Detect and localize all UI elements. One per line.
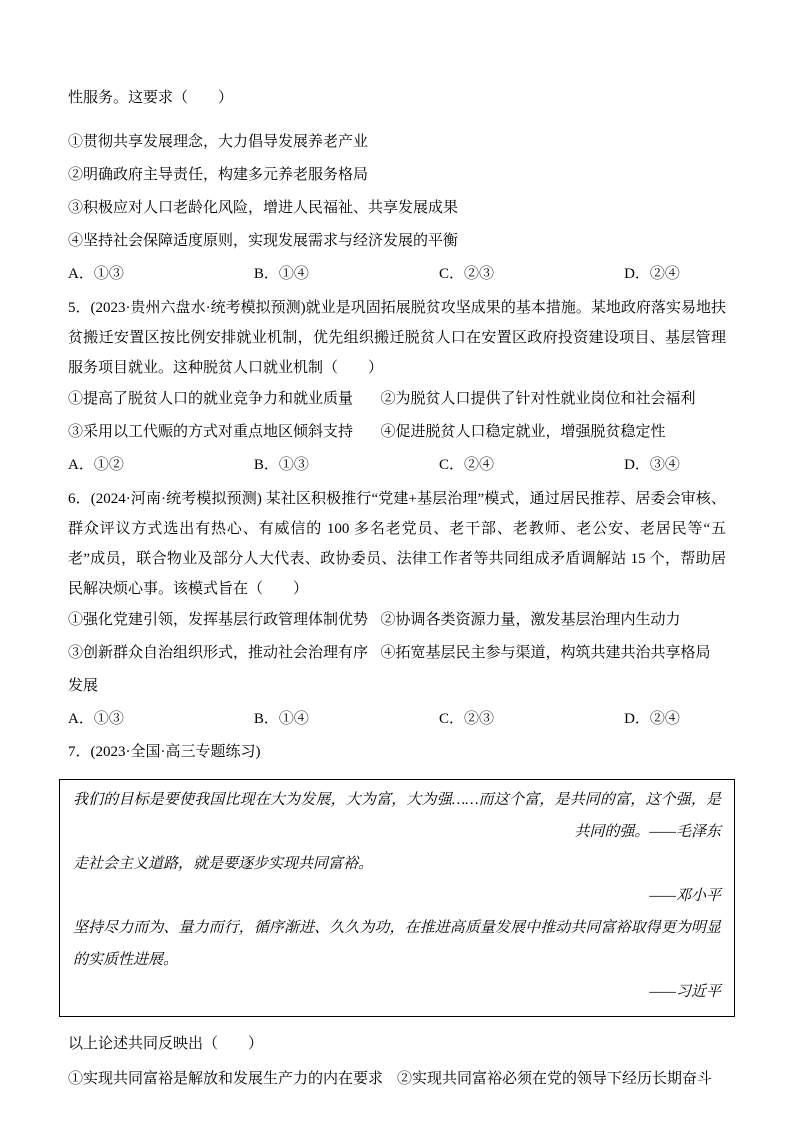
question-6-option-1: ①强化党建引领，发挥基层行政管理体制优势 bbox=[68, 612, 369, 628]
answer-choice-c: C．②④ bbox=[438, 457, 494, 473]
answer-choice-b: B．①③ bbox=[253, 457, 309, 473]
question-5-answer-choices bbox=[68, 449, 680, 482]
question-7-option-row-1 bbox=[68, 1063, 726, 1096]
question-4-option-3: ③积极应对人口老龄化风险，增进人民福祉、共享发展成果 bbox=[68, 200, 459, 216]
question-7-header: 7．(2023·全国·高三专题练习) bbox=[68, 744, 261, 760]
quote-xi-jinping-attribution: ——习近平 bbox=[649, 984, 721, 1000]
question-5-stem: 5．(2023·贵州六盘水·统考模拟预测)就业是巩固拓展脱贫攻坚成果的基本措施。某地政府落实易地扶贫搬迁安置区按比例安排就业机制，优先组织搬迁脱贫人口在安置区政府投资建设项目、基层管理服务项目就业。这种脱贫人口就业机制（ ） bbox=[68, 300, 726, 376]
question-4-option-4: ④坚持社会保障适度原则，实现发展需求与经济发展的平衡 bbox=[68, 233, 459, 249]
question-7-option-1: ①实现共同富裕是解放和发展生产力的内在要求 bbox=[68, 1071, 384, 1087]
question-6-option-2: ②协调各类资源力量，激发基层治理内生动力 bbox=[380, 612, 681, 628]
question-4 bbox=[68, 86, 726, 291]
question-6 bbox=[68, 484, 726, 736]
answer-choice-c: C．②③ bbox=[438, 266, 494, 282]
quote-box bbox=[59, 779, 735, 1017]
question-4-answer-choices bbox=[68, 258, 680, 291]
quote-mao-zedong: 我们的目标是要使我国比现在大为发展，大为富，大为强……而这个富，是共同的富，这个强，是共同的强。——毛泽东 bbox=[73, 792, 721, 840]
question-5-option-row-2 bbox=[68, 416, 726, 449]
answer-choice-d: D．②④ bbox=[624, 266, 680, 282]
answer-choice-a: A．①③ bbox=[68, 266, 124, 282]
question-6-stem: 6．(2024·河南·统考模拟预测) 某社区积极推行“党建+基层治理”模式，通过居民推荐、居委会审核、群众评议方式选出有热心、有威信的 100 多名老党员、老干部、老教师、老公安、老居民等“五老”成员，联合物业及部分人大代表、政协委员、法律工作者等共同组成矛盾调解站 15 个，帮助居民解决烦心事。该模式旨在（ ） bbox=[68, 491, 726, 597]
question-6-option-4: ④拓宽基层民主参与渠道，构筑共建共治共享格局 bbox=[380, 645, 711, 661]
question-4-option-2: ②明确政府主导责任，构建多元养老服务格局 bbox=[68, 167, 369, 183]
quote-xi-jinping: 坚持尽力而为、量力而行，循序渐进、久久为功，在推进高质量发展中推动共同富裕取得更为明显的实质性进展。 bbox=[73, 920, 721, 968]
question-5-option-row-1 bbox=[68, 383, 726, 416]
question-7 bbox=[68, 737, 726, 1096]
quote-deng-xiaoping: 走社会主义道路，就是要逐步实现共同富裕。 bbox=[73, 856, 374, 872]
question-6-answer-choices bbox=[68, 703, 680, 736]
question-4-option-1: ①贯彻共享发展理念，大力倡导发展养老产业 bbox=[68, 134, 369, 150]
answer-choice-d: D．③④ bbox=[624, 457, 680, 473]
answer-choice-d: D．②④ bbox=[624, 711, 680, 727]
quote-deng-xiaoping-attribution: ——邓小平 bbox=[649, 888, 721, 904]
exam-page-content bbox=[68, 86, 726, 1096]
question-5-option-3: ③采用以工代赈的方式对重点地区倾斜支持 bbox=[68, 424, 354, 440]
question-5-option-4: ④促进脱贫人口稳定就业，增强脱贫稳定性 bbox=[380, 424, 666, 440]
answer-choice-a: A．①③ bbox=[68, 711, 124, 727]
question-5 bbox=[68, 293, 726, 482]
question-6-option-row-1 bbox=[68, 604, 726, 637]
answer-choice-b: B．①④ bbox=[253, 266, 309, 282]
question-5-option-1: ①提高了脱贫人口的就业竞争力和就业质量 bbox=[68, 391, 354, 407]
answer-choice-c: C．②③ bbox=[438, 711, 494, 727]
question-7-option-2: ②实现共同富裕必须在党的领导下经历长期奋斗 bbox=[397, 1071, 713, 1087]
answer-choice-b: B．①④ bbox=[253, 711, 309, 727]
question-6-option-3: ③创新群众自治组织形式，推动社会治理有序发展 bbox=[68, 645, 369, 694]
question-4-stem-tail: 性服务。这要求（ ） bbox=[68, 90, 234, 106]
question-6-option-row-2 bbox=[68, 637, 726, 703]
question-7-stem: 以上论述共同反映出（ ） bbox=[68, 1036, 264, 1052]
question-5-option-2: ②为脱贫人口提供了针对性就业岗位和社会福利 bbox=[380, 391, 696, 407]
answer-choice-a: A．①② bbox=[68, 457, 124, 473]
